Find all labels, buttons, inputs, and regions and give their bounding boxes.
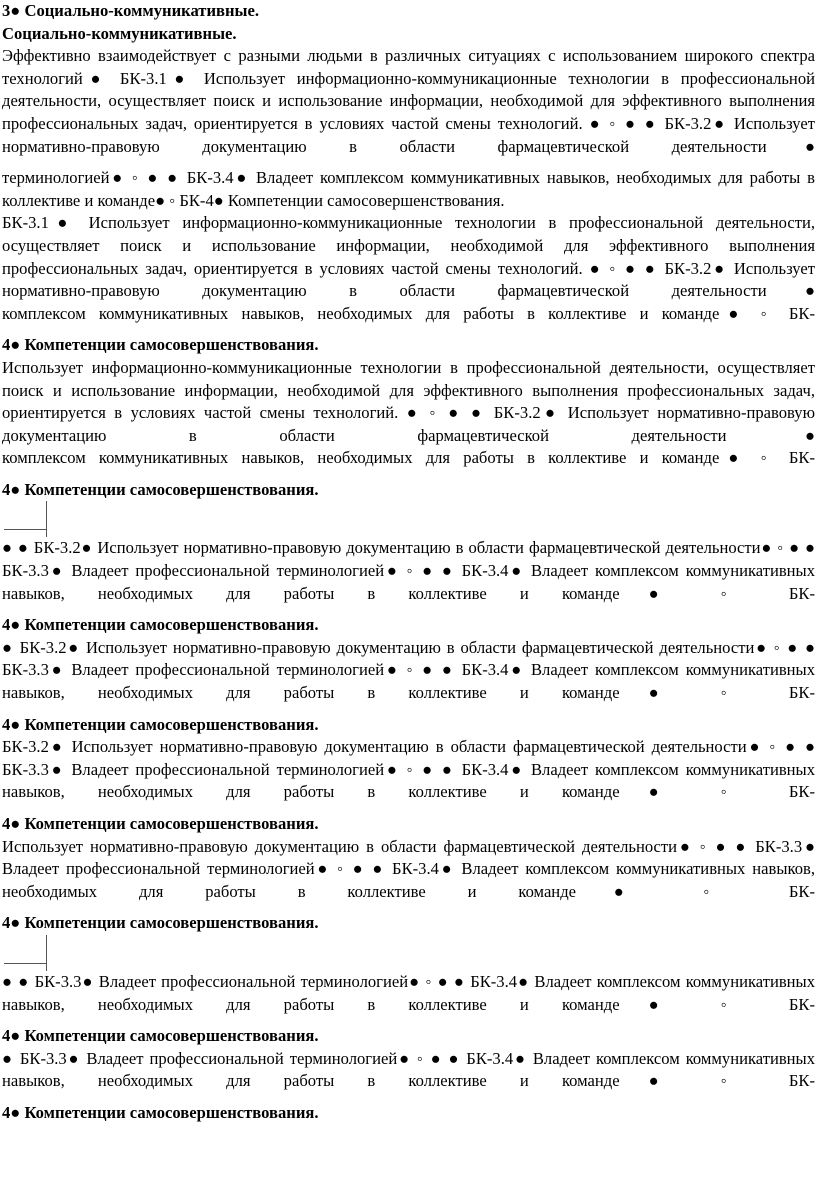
paragraph: ● ● БК-3.3● Владеет профессиональной терминологией● ◦ ● ● БК-3.4● Владеет комплексом коммуникативных навыков, необходимых для работы в коллективе и команде● ◦ БК- xyxy=(2,971,815,1014)
section-heading: 4● Компетенции самосовершенствования. xyxy=(2,913,319,933)
paragraph: терминологией● ◦ ● ● БК-3.4● Владеет комплексом коммуникативных навыков, необходимых для работы в коллективе и команде● ◦ БК-4● Компетенции самосовершенствования. xyxy=(2,168,815,210)
paragraph-gap xyxy=(2,158,815,167)
paragraph-gap xyxy=(2,605,815,614)
paragraph: ● БК-3.2● Использует нормативно-правовую документацию в области фармацевтической деятельности● ◦ ● ● БК-3.3● Владеет профессиональной терминологией● ◦ ● ● БК-3.4● Владеет комплексом коммуникативных навыков, необходимых для работы в коллективе и команде● ◦ БК- xyxy=(2,637,815,703)
paragraph-gap xyxy=(2,470,815,479)
paragraph: Использует нормативно-правовую документацию в области фармацевтической деятельности● ◦ ● ● БК-3.3● Владеет профессиональной терминологией● ◦ ● ● БК-3.4● Владеет комплексом коммуникативных навыков, необходимых для работы в коллективе и команде● ◦ БК- xyxy=(2,836,815,901)
vertical-rule xyxy=(46,501,47,537)
section-heading: 3● Социально-коммуникативные. xyxy=(2,1,260,20)
paragraph: Использует информационно-коммуникационные технологии в профессиональной деятельности, осуществляет поиск и использование информации, необходимой для эффективного выполнения профессиональных задач, ориентируется в условиях частой смены технологий. ● ◦ ● ● БК-3.2● Использует нормативно-правовую документацию в области фармацевтической деятельности● xyxy=(2,357,815,445)
section-heading: Социально-коммуникативные. xyxy=(2,23,237,43)
section-heading: 4● Компетенции самосовершенствования. xyxy=(2,1026,319,1046)
paragraph-gap xyxy=(2,1093,815,1102)
paragraph: комплексом коммуникативных навыков, необходимых для работы в коллективе и команде● ◦ БК- xyxy=(2,303,815,323)
horizontal-rule xyxy=(4,963,46,964)
section-heading: 4● Компетенции самосовершенствования. xyxy=(2,814,319,833)
paragraph-gap xyxy=(2,804,815,813)
paragraph: комплексом коммуникативных навыков, необходимых для работы в коллективе и команде● ◦ БК- xyxy=(2,448,815,468)
paragraph-gap xyxy=(2,705,815,714)
section-heading: 4● Компетенции самосовершенствования. xyxy=(2,714,319,734)
section-heading: 4● Компетенции самосовершенствования. xyxy=(2,615,319,635)
table-border-fragment xyxy=(2,935,62,971)
vertical-rule xyxy=(46,935,47,971)
section-heading: 4● Компетенции самосовершенствования. xyxy=(2,479,319,499)
section-heading: 4● Компетенции самосовершенствования. xyxy=(2,1102,319,1122)
paragraph-gap xyxy=(2,903,815,912)
section-heading: 4● Компетенции самосовершенствования. xyxy=(2,335,319,355)
paragraph: БК-3.2● Использует нормативно-правовую документацию в области фармацевтической деятельности● ◦ ● ● БК-3.3● Владеет профессиональной терминологией● ◦ ● ● БК-3.4● Владеет комплексом коммуникативных навыков, необходимых для работы в коллективе и команде● ◦ БК- xyxy=(2,737,815,802)
paragraph: ● ● БК-3.2● Использует нормативно-правовую документацию в области фармацевтической деятельности● ◦ ● ● БК-3.3● Владеет профессиональной терминологией● ◦ ● ● БК-3.4● Владеет комплексом коммуникативных навыков, необходимых для работы в коллективе и команде● ◦ БК- xyxy=(2,538,815,603)
paragraph: ● БК-3.3● Владеет профессиональной терминологией● ◦ ● ● БК-3.4● Владеет комплексом коммуникативных навыков, необходимых для работы в коллективе и команде● ◦ БК- xyxy=(2,1048,815,1091)
paragraph: Эффективно взаимодействует с разными людьми в различных ситуациях с использованием широкого спектра технологий● БК-3.1● Использует информационно-коммуникационные технологии в профессиональной деятельности, осуществляет поиск и использование информации, необходимой для эффективного выполнения профессиональных задач, ориентируется в условиях частой смены технологий. ● ◦ ● ● БК-3.2● Использует нормативно-правовую документацию в области фармацевтической деятельности● xyxy=(2,46,815,156)
horizontal-rule xyxy=(4,529,46,530)
table-border-fragment xyxy=(2,501,62,537)
paragraph: БК-3.1● Использует информационно-коммуникационные технологии в профессиональной деятельности, осуществляет поиск и использование информации, необходимой для эффективного выполнения профессиональных задач, ориентируется в условиях частой смены технологий. ● ◦ ● ● БК-3.2● Использует нормативно-правовую документацию в области фармацевтической деятельности● xyxy=(2,213,815,301)
paragraph-gap xyxy=(2,1016,815,1025)
paragraph-gap xyxy=(2,325,815,334)
